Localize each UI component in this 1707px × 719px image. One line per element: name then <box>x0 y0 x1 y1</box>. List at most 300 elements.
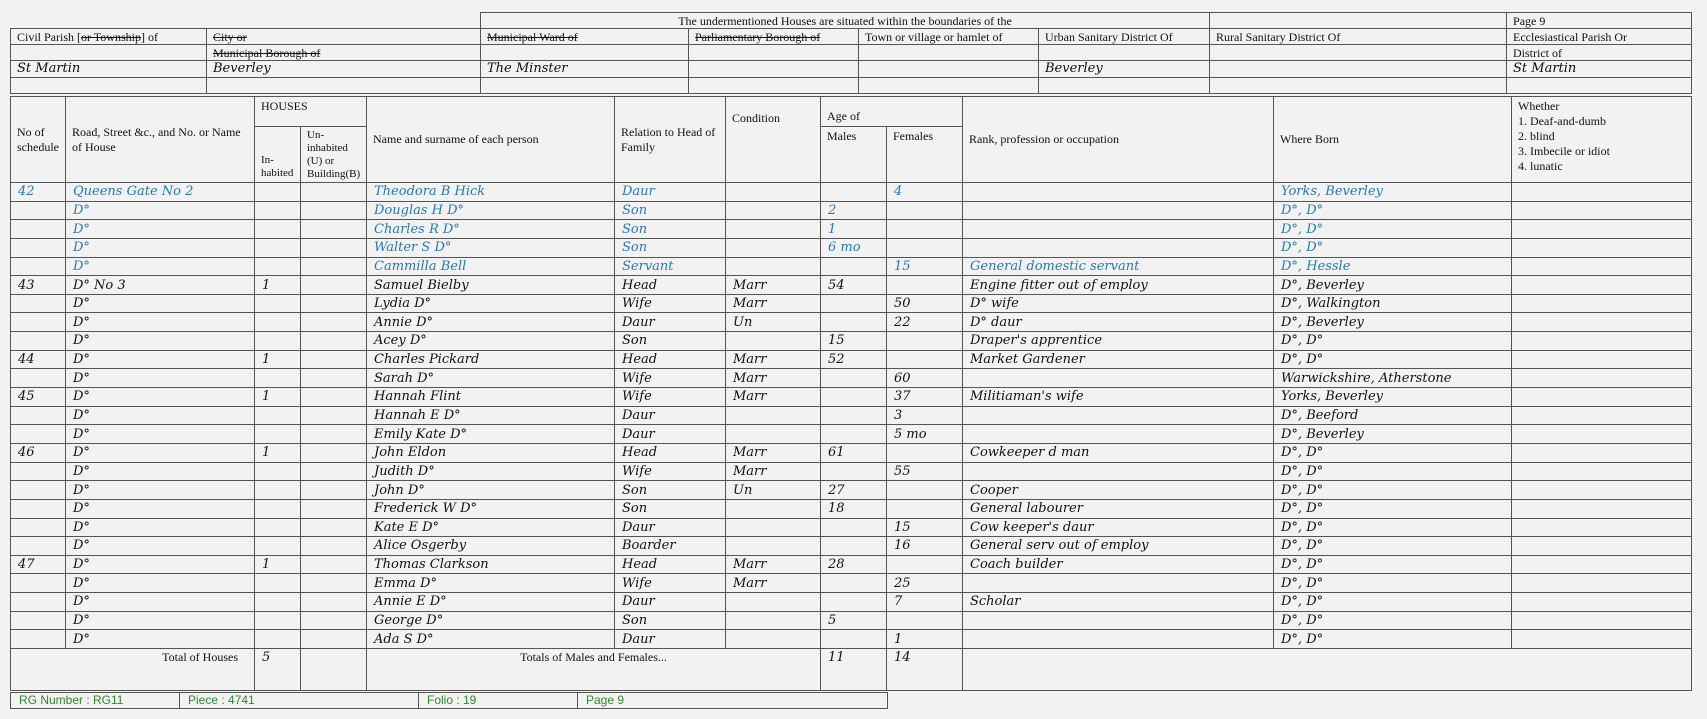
birthplace-cell: D°, D° <box>1274 443 1512 462</box>
city-label: City or <box>207 29 481 45</box>
schedule-cell <box>11 425 66 444</box>
uninhabited-cell <box>301 406 367 425</box>
occupation-cell <box>963 369 1274 388</box>
infirmity-cell <box>1512 611 1692 630</box>
road-cell: D° <box>66 406 255 425</box>
person-name-cell: Cammilla Bell <box>367 257 615 276</box>
uninhabited-cell <box>301 201 367 220</box>
birthplace-cell: D°, D° <box>1274 574 1512 593</box>
occupation-cell: Engine fitter out of employ <box>963 276 1274 295</box>
urban-label: Urban Sanitary District Of <box>1039 29 1210 45</box>
female-age-cell: 1 <box>887 630 963 649</box>
condition-cell <box>726 201 821 220</box>
schedule-cell <box>11 313 66 332</box>
relation-cell: Son <box>615 220 726 239</box>
col-relation: Relation to Head of Family <box>615 97 726 183</box>
occupation-cell: General serv out of employ <box>963 537 1274 556</box>
condition-cell: Marr <box>726 574 821 593</box>
female-age-cell <box>887 443 963 462</box>
female-age-cell <box>887 611 963 630</box>
infirmity-cell <box>1512 201 1692 220</box>
person-name-cell: Acey D° <box>367 332 615 351</box>
female-age-cell: 25 <box>887 574 963 593</box>
infirmity-cell <box>1512 369 1692 388</box>
relation-cell: Wife <box>615 574 726 593</box>
relation-cell: Son <box>615 332 726 351</box>
schedule-cell <box>11 201 66 220</box>
male-age-cell: 27 <box>821 481 887 500</box>
road-cell: D° <box>66 462 255 481</box>
male-age-cell <box>821 630 887 649</box>
census-row <box>11 201 1692 220</box>
person-name-cell: Annie D° <box>367 313 615 332</box>
relation-cell: Son <box>615 499 726 518</box>
uninhabited-cell <box>301 332 367 351</box>
road-cell: D° <box>66 630 255 649</box>
road-cell: D° <box>66 611 255 630</box>
infirmity-cell <box>1512 257 1692 276</box>
census-row <box>11 238 1692 257</box>
municipal-borough-label: Municipal Borough of <box>207 45 481 61</box>
schedule-cell: 43 <box>11 276 66 295</box>
census-row <box>11 220 1692 239</box>
uninhabited-cell <box>301 369 367 388</box>
inhabited-cell <box>255 406 301 425</box>
condition-cell <box>726 220 821 239</box>
relation-cell: Head <box>615 350 726 369</box>
schedule-cell: 42 <box>11 183 66 202</box>
road-cell: D° <box>66 332 255 351</box>
whether-title: Whether <box>1518 99 1560 113</box>
census-row <box>11 630 1692 649</box>
condition-cell <box>726 537 821 556</box>
birthplace-cell: D°, D° <box>1274 611 1512 630</box>
inhabited-cell <box>255 332 301 351</box>
uninhabited-cell <box>301 481 367 500</box>
census-row <box>11 593 1692 612</box>
occupation-cell <box>963 220 1274 239</box>
female-age-cell <box>887 481 963 500</box>
schedule-cell <box>11 537 66 556</box>
rural-label: Rural Sanitary District Of <box>1210 29 1507 45</box>
census-row <box>11 481 1692 500</box>
person-name-cell: Ada S D° <box>367 630 615 649</box>
infirmity-cell <box>1512 443 1692 462</box>
census-row <box>11 388 1692 407</box>
condition-cell <box>726 611 821 630</box>
relation-cell: Wife <box>615 294 726 313</box>
inhabited-cell <box>255 462 301 481</box>
parliamentary-borough-label: Parliamentary Borough of <box>689 29 859 45</box>
male-age-cell: 61 <box>821 443 887 462</box>
road-cell: D° <box>66 369 255 388</box>
occupation-cell: Market Gardener <box>963 350 1274 369</box>
inhabited-cell <box>255 518 301 537</box>
infirmity-cell <box>1512 388 1692 407</box>
relation-cell: Daur <box>615 183 726 202</box>
census-row <box>11 443 1692 462</box>
person-name-cell: John Eldon <box>367 443 615 462</box>
birthplace-cell: Warwickshire, Atherstone <box>1274 369 1512 388</box>
uninhabited-cell <box>301 238 367 257</box>
birthplace-cell: Yorks, Beverley <box>1274 388 1512 407</box>
census-table <box>10 96 1692 691</box>
occupation-cell <box>963 406 1274 425</box>
occupation-cell: Coach builder <box>963 555 1274 574</box>
whether-item-1: 1. Deaf-and-dumb <box>1518 114 1606 128</box>
inhabited-cell <box>255 630 301 649</box>
total-persons-label: Totals of Males and Females... <box>367 649 821 691</box>
male-age-cell: 6 mo <box>821 238 887 257</box>
uninhabited-cell <box>301 313 367 332</box>
schedule-cell <box>11 332 66 351</box>
person-name-cell: Kate E D° <box>367 518 615 537</box>
infirmity-cell <box>1512 481 1692 500</box>
inhabited-cell <box>255 425 301 444</box>
census-row <box>11 294 1692 313</box>
infirmity-cell <box>1512 555 1692 574</box>
male-age-cell <box>821 574 887 593</box>
inhabited-cell: 1 <box>255 555 301 574</box>
schedule-cell <box>11 499 66 518</box>
relation-cell: Daur <box>615 425 726 444</box>
inhabited-cell: 1 <box>255 350 301 369</box>
uninhabited-cell <box>301 388 367 407</box>
schedule-cell <box>11 574 66 593</box>
inhabited-cell: 1 <box>255 443 301 462</box>
uninhabited-cell <box>301 443 367 462</box>
census-row <box>11 369 1692 388</box>
road-cell: D° <box>66 388 255 407</box>
rg-number: RG Number : RG11 <box>11 693 180 708</box>
female-age-cell: 3 <box>887 406 963 425</box>
birthplace-cell: D°, D° <box>1274 350 1512 369</box>
total-females-value: 14 <box>887 649 963 691</box>
relation-cell: Wife <box>615 369 726 388</box>
infirmity-cell <box>1512 462 1692 481</box>
uninhabited-cell <box>301 350 367 369</box>
schedule-cell <box>11 220 66 239</box>
schedule-cell <box>11 238 66 257</box>
schedule-cell <box>11 593 66 612</box>
inhabited-cell <box>255 611 301 630</box>
piece-number: Piece : 4741 <box>180 693 419 708</box>
infirmity-cell <box>1512 332 1692 351</box>
infirmity-cell <box>1512 499 1692 518</box>
uninhabited-cell <box>301 574 367 593</box>
male-age-cell: 15 <box>821 332 887 351</box>
male-age-cell <box>821 593 887 612</box>
condition-cell: Marr <box>726 276 821 295</box>
person-name-cell: Lydia D° <box>367 294 615 313</box>
uninhabited-cell <box>301 593 367 612</box>
condition-cell: Un <box>726 313 821 332</box>
col-no-schedule: No of schedule <box>11 97 66 183</box>
col-where-born: Where Born <box>1274 97 1512 183</box>
whether-item-4: 4. lunatic <box>1518 159 1563 173</box>
col-uninhabited: Un-inhabited (U) or Building(B) <box>301 127 367 183</box>
schedule-cell <box>11 518 66 537</box>
birthplace-cell: D°, D° <box>1274 220 1512 239</box>
infirmity-cell <box>1512 518 1692 537</box>
birthplace-cell: D°, Beverley <box>1274 313 1512 332</box>
male-age-cell <box>821 313 887 332</box>
road-cell: D° <box>66 537 255 556</box>
person-name-cell: Thomas Clarkson <box>367 555 615 574</box>
female-age-cell: 60 <box>887 369 963 388</box>
birthplace-cell: D°, D° <box>1274 537 1512 556</box>
uninhabited-cell <box>301 537 367 556</box>
birthplace-cell: Yorks, Beverley <box>1274 183 1512 202</box>
uninhabited-cell <box>301 630 367 649</box>
condition-cell <box>726 238 821 257</box>
col-condition: Condition <box>726 97 821 183</box>
uninhabited-cell <box>301 276 367 295</box>
birthplace-cell: D°, D° <box>1274 332 1512 351</box>
col-occupation: Rank, profession or occupation <box>963 97 1274 183</box>
road-cell: D° <box>66 350 255 369</box>
birthplace-cell: D°, D° <box>1274 555 1512 574</box>
relation-cell: Head <box>615 555 726 574</box>
birthplace-cell: D°, D° <box>1274 238 1512 257</box>
total-males-value: 11 <box>821 649 887 691</box>
occupation-cell <box>963 183 1274 202</box>
condition-cell: Marr <box>726 388 821 407</box>
occupation-cell <box>963 574 1274 593</box>
road-cell: Queens Gate No 2 <box>66 183 255 202</box>
male-age-cell <box>821 406 887 425</box>
condition-cell <box>726 518 821 537</box>
col-whether <box>1512 97 1692 183</box>
road-cell: D° <box>66 443 255 462</box>
col-age-of: Age of <box>821 97 963 127</box>
male-age-cell <box>821 257 887 276</box>
person-name-cell: Alice Osgerby <box>367 537 615 556</box>
census-row <box>11 332 1692 351</box>
schedule-cell <box>11 294 66 313</box>
birthplace-cell: D°, D° <box>1274 518 1512 537</box>
female-age-cell: 16 <box>887 537 963 556</box>
condition-cell: Marr <box>726 555 821 574</box>
birthplace-cell: D°, Hessle <box>1274 257 1512 276</box>
male-age-cell <box>821 388 887 407</box>
female-age-cell: 15 <box>887 518 963 537</box>
infirmity-cell <box>1512 183 1692 202</box>
occupation-cell <box>963 462 1274 481</box>
male-age-cell: 5 <box>821 611 887 630</box>
female-age-cell: 37 <box>887 388 963 407</box>
condition-cell: Marr <box>726 443 821 462</box>
folio-number: Folio : 19 <box>419 693 578 708</box>
person-name-cell: Charles R D° <box>367 220 615 239</box>
female-age-cell <box>887 332 963 351</box>
inhabited-cell: 1 <box>255 388 301 407</box>
occupation-cell: Militiaman's wife <box>963 388 1274 407</box>
condition-cell: Un <box>726 481 821 500</box>
occupation-cell: Draper's apprentice <box>963 332 1274 351</box>
occupation-cell: D° wife <box>963 294 1274 313</box>
page-number: Page 9 <box>586 693 625 707</box>
inhabited-cell <box>255 574 301 593</box>
census-row <box>11 537 1692 556</box>
birthplace-cell: D°, Beverley <box>1274 276 1512 295</box>
occupation-cell <box>963 425 1274 444</box>
birthplace-cell: D°, Walkington <box>1274 294 1512 313</box>
female-age-cell <box>887 238 963 257</box>
condition-cell: Marr <box>726 369 821 388</box>
male-age-cell <box>821 425 887 444</box>
male-age-cell: 1 <box>821 220 887 239</box>
condition-cell <box>726 630 821 649</box>
occupation-cell: Cow keeper's daur <box>963 518 1274 537</box>
male-age-cell: 18 <box>821 499 887 518</box>
uninhabited-cell <box>301 425 367 444</box>
occupation-cell <box>963 238 1274 257</box>
relation-cell: Son <box>615 611 726 630</box>
census-row <box>11 425 1692 444</box>
person-name-cell: Samuel Bielby <box>367 276 615 295</box>
col-females: Females <box>887 127 963 183</box>
relation-cell: Daur <box>615 630 726 649</box>
inhabited-cell <box>255 481 301 500</box>
female-age-cell: 4 <box>887 183 963 202</box>
birthplace-cell: D°, D° <box>1274 499 1512 518</box>
condition-cell <box>726 406 821 425</box>
road-cell: D° <box>66 499 255 518</box>
person-name-cell: Hannah Flint <box>367 388 615 407</box>
female-age-cell <box>887 220 963 239</box>
female-age-cell: 22 <box>887 313 963 332</box>
male-age-cell <box>821 183 887 202</box>
condition-cell <box>726 257 821 276</box>
town-label: Town or village or hamlet of <box>859 29 1039 45</box>
inhabited-cell <box>255 257 301 276</box>
male-age-cell <box>821 462 887 481</box>
inhabited-cell <box>255 294 301 313</box>
infirmity-cell <box>1512 406 1692 425</box>
female-age-cell: 50 <box>887 294 963 313</box>
census-row <box>11 555 1692 574</box>
total-houses-label: Total of Houses <box>11 649 255 691</box>
relation-cell: Wife <box>615 462 726 481</box>
male-age-cell: 2 <box>821 201 887 220</box>
female-age-cell <box>887 350 963 369</box>
male-age-cell <box>821 537 887 556</box>
occupation-cell: Scholar <box>963 593 1274 612</box>
male-age-cell <box>821 369 887 388</box>
occupation-cell <box>963 201 1274 220</box>
census-row <box>11 611 1692 630</box>
birthplace-cell: D°, D° <box>1274 201 1512 220</box>
condition-cell <box>726 499 821 518</box>
census-row <box>11 313 1692 332</box>
female-age-cell <box>887 499 963 518</box>
col-inhabited: In-habited <box>255 127 301 183</box>
borough-value: Beverley <box>207 61 481 78</box>
birthplace-cell: D°, D° <box>1274 630 1512 649</box>
census-row <box>11 257 1692 276</box>
inhabited-cell <box>255 183 301 202</box>
census-row <box>11 462 1692 481</box>
page-label: Page 9 <box>1507 13 1692 29</box>
male-age-cell <box>821 518 887 537</box>
female-age-cell <box>887 201 963 220</box>
male-age-cell: 28 <box>821 555 887 574</box>
schedule-cell <box>11 369 66 388</box>
inhabited-cell <box>255 313 301 332</box>
infirmity-cell <box>1512 238 1692 257</box>
road-cell: D° <box>66 574 255 593</box>
female-age-cell: 15 <box>887 257 963 276</box>
schedule-cell <box>11 462 66 481</box>
road-cell: D° <box>66 313 255 332</box>
inhabited-cell <box>255 593 301 612</box>
condition-cell: Marr <box>726 294 821 313</box>
relation-cell: Servant <box>615 257 726 276</box>
ecclesiastical-value: St Martin <box>1507 61 1692 78</box>
road-cell: D° <box>66 425 255 444</box>
person-name-cell: John D° <box>367 481 615 500</box>
col-houses: HOUSES <box>255 97 367 127</box>
relation-cell: Son <box>615 481 726 500</box>
inhabited-cell <box>255 201 301 220</box>
infirmity-cell <box>1512 220 1692 239</box>
whether-item-3: 3. Imbecile or idiot <box>1518 144 1610 158</box>
schedule-cell: 44 <box>11 350 66 369</box>
road-cell: D° <box>66 201 255 220</box>
schedule-cell <box>11 257 66 276</box>
person-name-cell: Sarah D° <box>367 369 615 388</box>
road-cell: D° <box>66 257 255 276</box>
birthplace-cell: D°, Beeford <box>1274 406 1512 425</box>
birthplace-cell: D°, D° <box>1274 593 1512 612</box>
infirmity-cell <box>1512 630 1692 649</box>
female-age-cell: 5 mo <box>887 425 963 444</box>
inhabited-cell <box>255 220 301 239</box>
schedule-cell <box>11 630 66 649</box>
schedule-cell: 47 <box>11 555 66 574</box>
col-males: Males <box>821 127 887 183</box>
occupation-cell: General labourer <box>963 499 1274 518</box>
birthplace-cell: D°, D° <box>1274 481 1512 500</box>
infirmity-cell <box>1512 593 1692 612</box>
uninhabited-cell <box>301 518 367 537</box>
uninhabited-cell <box>301 499 367 518</box>
infirmity-cell <box>1512 294 1692 313</box>
person-name-cell: Charles Pickard <box>367 350 615 369</box>
person-name-cell: Douglas H D° <box>367 201 615 220</box>
birthplace-cell: D°, Beverley <box>1274 425 1512 444</box>
road-cell: D° <box>66 518 255 537</box>
uninhabited-cell <box>301 462 367 481</box>
occupation-cell: D° daur <box>963 313 1274 332</box>
census-row <box>11 350 1692 369</box>
reference-footer <box>10 692 888 709</box>
ecclesiastical-label: Ecclesiastical Parish Or <box>1507 29 1692 45</box>
person-name-cell: Annie E D° <box>367 593 615 612</box>
census-row <box>11 574 1692 593</box>
relation-cell: Son <box>615 201 726 220</box>
inhabited-cell <box>255 537 301 556</box>
infirmity-cell <box>1512 350 1692 369</box>
relation-cell: Daur <box>615 313 726 332</box>
female-age-cell <box>887 555 963 574</box>
condition-cell <box>726 183 821 202</box>
urban-value: Beverley <box>1039 61 1210 78</box>
person-name-cell: Emma D° <box>367 574 615 593</box>
infirmity-cell <box>1512 425 1692 444</box>
relation-cell: Daur <box>615 593 726 612</box>
